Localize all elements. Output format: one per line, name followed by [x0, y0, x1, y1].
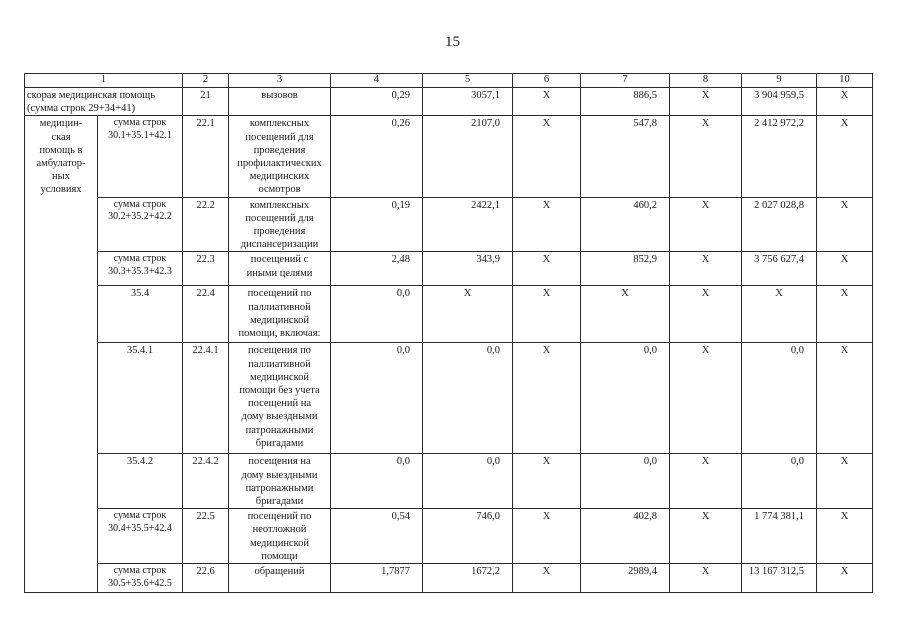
row-col-4: 0,54	[331, 509, 423, 564]
row-col-6: X	[513, 116, 581, 197]
row-unit: посещения на дому выездными патронажными бригадами	[229, 454, 331, 509]
row-code: 22.4	[183, 286, 229, 343]
row-col-8: X	[670, 252, 742, 286]
row-col-6: X	[513, 454, 581, 509]
row-col-5: 343,9	[423, 252, 513, 286]
row-col-6: X	[513, 88, 581, 116]
row-col-9: 2 412 972,2	[742, 116, 817, 197]
row-col-7: X	[581, 286, 670, 343]
row-col-5: 2422,1	[423, 197, 513, 252]
row-col-6: X	[513, 509, 581, 564]
row-col-10: X	[817, 286, 873, 343]
row-label: скорая медицинская помощь (сумма строк 29+34+41)	[25, 88, 183, 116]
row-col-9: 1 774 381,1	[742, 509, 817, 564]
row-unit: комплексных посещений для проведения профилактических медицинских осмотров	[229, 116, 331, 197]
row-col-5: 0,0	[423, 343, 513, 454]
row-col-7: 547,8	[581, 116, 670, 197]
row-col-5: 3057,1	[423, 88, 513, 116]
row-unit: посещений по паллиативной медицинской помощи, включая:	[229, 286, 331, 343]
row-code: 21	[183, 88, 229, 116]
row-col-7: 852,9	[581, 252, 670, 286]
table-row	[25, 343, 873, 454]
row-label: сумма строк 30.5+35.6+42.5	[98, 564, 183, 593]
row-code: 22.5	[183, 509, 229, 564]
header-col-2: 2	[183, 74, 229, 88]
table-row	[25, 197, 873, 252]
row-unit: посещения по паллиативной медицинской помощи без учета посещений на дому выездными патронажными бригадами	[229, 343, 331, 454]
row-col-4: 0,0	[331, 286, 423, 343]
row-col-9: 3 904 959,5	[742, 88, 817, 116]
row-col-9: X	[742, 286, 817, 343]
row-col-4: 0,29	[331, 88, 423, 116]
row-col-10: X	[817, 509, 873, 564]
header-col-10: 10	[817, 74, 873, 88]
row-unit: обращений	[229, 564, 331, 593]
row-code: 22.2	[183, 197, 229, 252]
table-row	[25, 116, 873, 197]
row-col-7: 2989,4	[581, 564, 670, 593]
row-label: 35.4.1	[98, 343, 183, 454]
row-col-8: X	[670, 116, 742, 197]
row-unit: комплексных посещений для проведения диспансеризации	[229, 197, 331, 252]
row-col-8: X	[670, 197, 742, 252]
row-col-8: X	[670, 509, 742, 564]
header-col-3: 3	[229, 74, 331, 88]
row-col-10: X	[817, 197, 873, 252]
row-col-9: 3 756 627,4	[742, 252, 817, 286]
row-col-10: X	[817, 343, 873, 454]
header-col-7: 7	[581, 74, 670, 88]
row-col-10: X	[817, 454, 873, 509]
row-label: сумма строк 30.1+35.1+42.1	[98, 116, 183, 197]
table-row	[25, 564, 873, 593]
row-col-4: 0,0	[331, 343, 423, 454]
row-col-5: X	[423, 286, 513, 343]
row-code: 22.1	[183, 116, 229, 197]
row-label: сумма строк 30.3+35.3+42.3	[98, 252, 183, 286]
row-col-7: 460,2	[581, 197, 670, 252]
row-col-10: X	[817, 564, 873, 593]
row-col-5: 2107,0	[423, 116, 513, 197]
row-code: 22.4.1	[183, 343, 229, 454]
header-col-1: 1	[25, 74, 183, 88]
row-code: 22.6	[183, 564, 229, 593]
row-col-10: X	[817, 252, 873, 286]
row-col-5: 0,0	[423, 454, 513, 509]
column-number-row	[25, 74, 873, 88]
row-col-4: 0,0	[331, 454, 423, 509]
row-label: 35.4.2	[98, 454, 183, 509]
row-col-5: 1672,2	[423, 564, 513, 593]
row-col-5: 746,0	[423, 509, 513, 564]
row-col-4: 2,48	[331, 252, 423, 286]
row-col-10: X	[817, 88, 873, 116]
row-col-4: 0,19	[331, 197, 423, 252]
row-col-7: 402,8	[581, 509, 670, 564]
row-col-9: 0,0	[742, 343, 817, 454]
row-col-8: X	[670, 454, 742, 509]
row-col-8: X	[670, 88, 742, 116]
row-col-9: 13 167 312,5	[742, 564, 817, 593]
row-code: 22.4.2	[183, 454, 229, 509]
table-row	[25, 252, 873, 286]
row-label: 35.4	[98, 286, 183, 343]
table-row	[25, 88, 873, 116]
tariff-table	[24, 73, 873, 593]
row-col-8: X	[670, 564, 742, 593]
row-label: сумма строк 30.2+35.2+42.2	[98, 197, 183, 252]
header-col-6: 6	[513, 74, 581, 88]
header-col-5: 5	[423, 74, 513, 88]
row-unit: посещений по неотложной медицинской помощи	[229, 509, 331, 564]
row-col-7: 886,5	[581, 88, 670, 116]
group-label: медицин- ская помощь в амбулатор- ных условиях	[25, 116, 98, 593]
table-row	[25, 454, 873, 509]
row-unit: посещений с иными целями	[229, 252, 331, 286]
row-col-9: 2 027 028,8	[742, 197, 817, 252]
header-col-8: 8	[670, 74, 742, 88]
row-col-6: X	[513, 343, 581, 454]
page-number: 15	[445, 34, 460, 50]
row-unit: вызовов	[229, 88, 331, 116]
header-col-9: 9	[742, 74, 817, 88]
table-row	[25, 286, 873, 343]
row-col-6: X	[513, 252, 581, 286]
row-col-4: 1,7877	[331, 564, 423, 593]
table-row	[25, 509, 873, 564]
row-col-6: X	[513, 286, 581, 343]
row-col-8: X	[670, 343, 742, 454]
row-col-8: X	[670, 286, 742, 343]
row-col-6: X	[513, 564, 581, 593]
row-col-6: X	[513, 197, 581, 252]
row-col-10: X	[817, 116, 873, 197]
row-code: 22.3	[183, 252, 229, 286]
row-label: сумма строк 30.4+35.5+42.4	[98, 509, 183, 564]
row-col-7: 0,0	[581, 343, 670, 454]
header-col-4: 4	[331, 74, 423, 88]
row-col-7: 0,0	[581, 454, 670, 509]
row-col-9: 0,0	[742, 454, 817, 509]
row-col-4: 0,26	[331, 116, 423, 197]
